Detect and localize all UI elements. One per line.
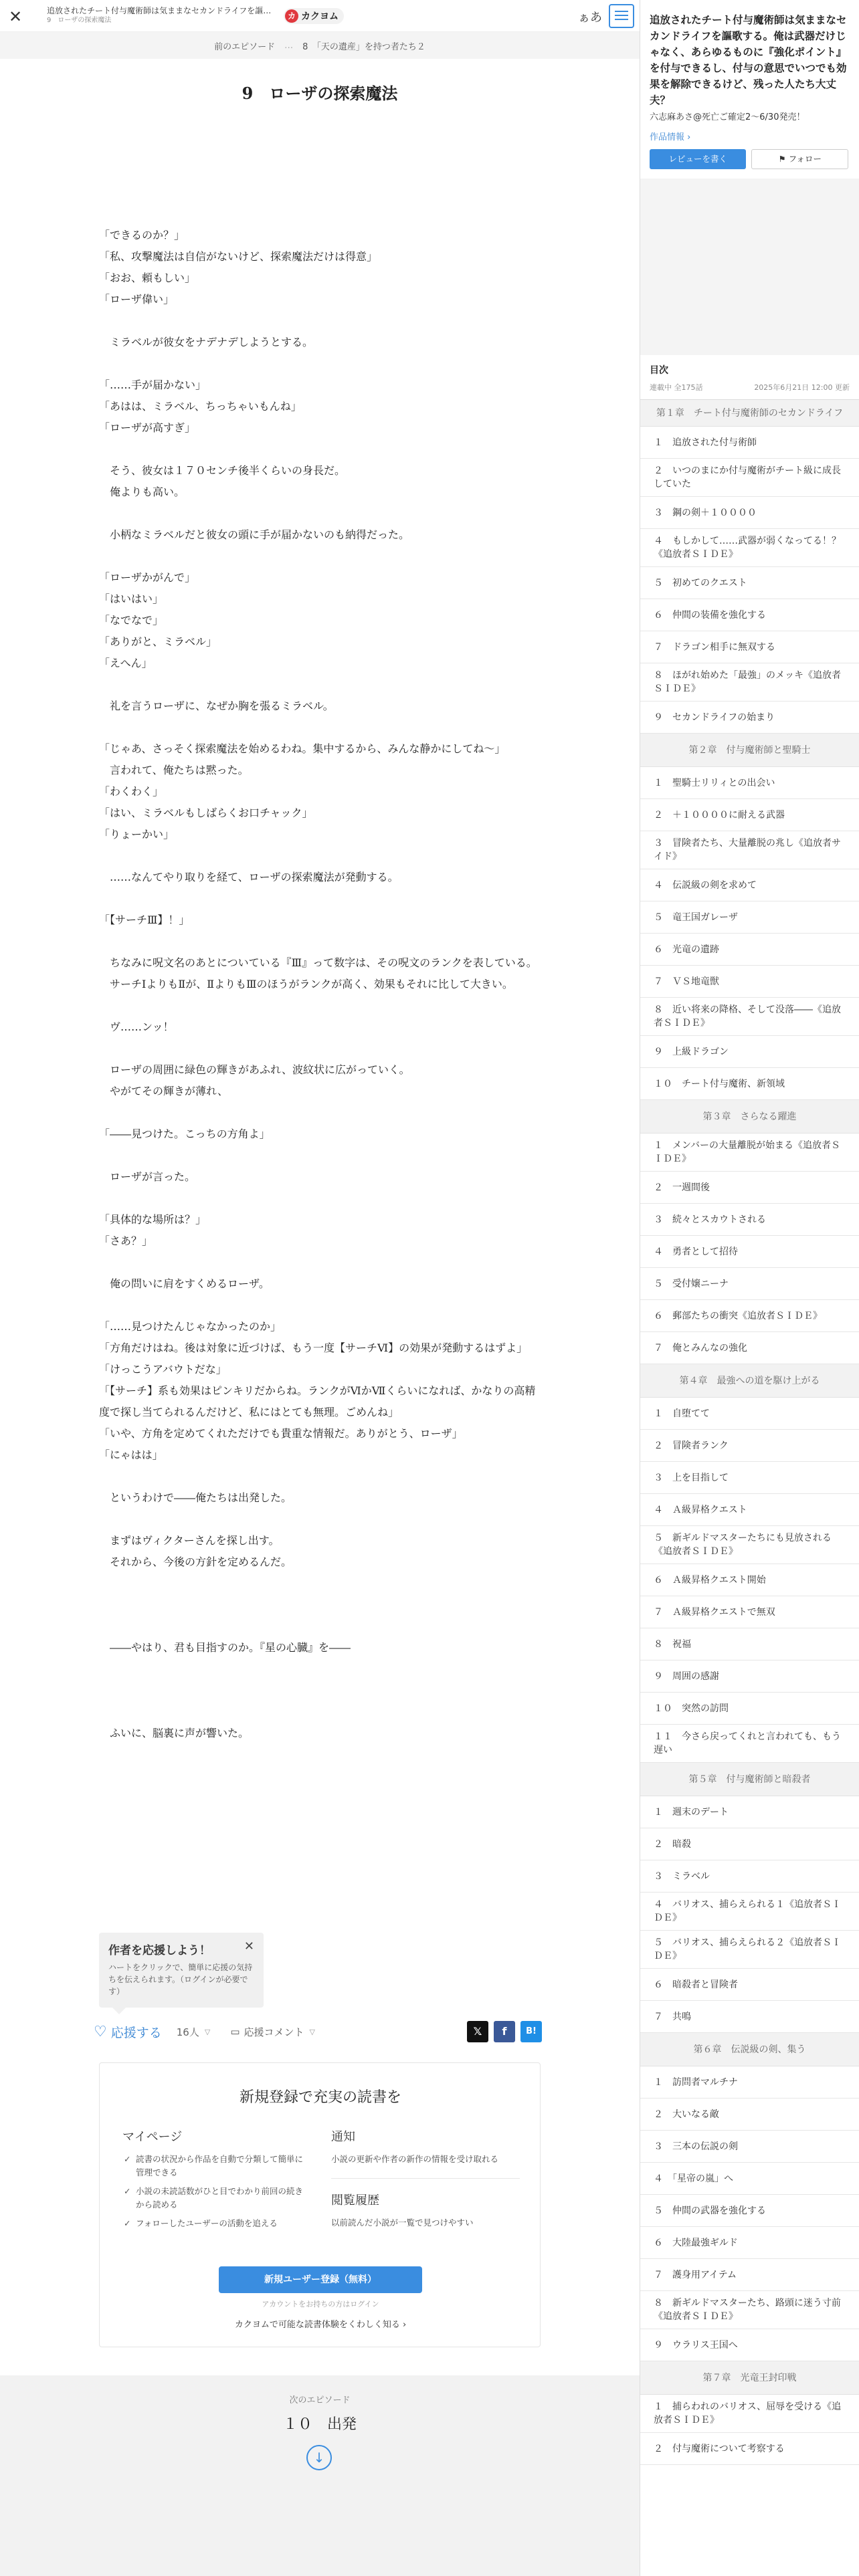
toc-episode-label: ６ 仲間の装備を強化する <box>654 609 766 621</box>
toc-episode-label: ９ 上級ドラゴン <box>654 1046 729 1057</box>
toc-episode-item[interactable] <box>640 497 859 529</box>
toc-episode-item[interactable] <box>640 1068 859 1100</box>
bookmark-icon: ⚑ <box>778 154 789 164</box>
chevron-down-icon: ▽ <box>204 2027 211 2036</box>
body-line: ふいに、脳裏に声が響いた。 <box>99 1727 250 1739</box>
body-line <box>99 888 541 909</box>
toc-episode-item[interactable] <box>640 2395 859 2433</box>
logo-text: カクヨム <box>301 11 339 22</box>
toc-episode-label: ５ 新ギルドマスターたちにも見放される《追放者ＳＩＤＥ》 <box>654 1533 832 1557</box>
toc-episode-label: ２ 大いなる敵 <box>654 2109 719 2120</box>
toc-episode-item[interactable] <box>640 2329 859 2361</box>
toc-episode-label: ６ 郵部たちの衝突《追放者ＳＩＤＥ》 <box>654 1310 822 1321</box>
toc-list <box>640 400 859 2465</box>
body-line: 「私、攻撃魔法は自信がないけど、探索魔法だけは得意」 <box>99 250 378 263</box>
comment-icon: ▭ <box>230 2026 240 2038</box>
body-line: というわけで――俺たちは出発した。 <box>99 1491 292 1504</box>
toc-episode-item[interactable] <box>640 2163 859 2195</box>
toc-episode-label: ８ ほがれ始めた「最強」のメッキ《追放者ＳＩＤＥ》 <box>654 670 841 694</box>
toc-episode-item[interactable] <box>640 1693 859 1725</box>
toc-episode-label: ９ ウラリス王国へ <box>654 2339 738 2351</box>
body-line <box>99 1701 541 1723</box>
toc-episode-label: ２ いつのまにか付与魔術がチート級に成長していた <box>654 465 841 490</box>
nav-separator: … <box>284 40 294 51</box>
sidebar <box>640 0 859 2576</box>
body-line <box>99 1466 541 1487</box>
toc-episode-item[interactable] <box>640 1660 859 1693</box>
toc-episode-label: ８ 近い将来の降格、そして没落――《追放者ＳＩＤＥ》 <box>654 1004 841 1029</box>
body-line: ……なんてやり取りを経て、ローザの探索魔法が発動する。 <box>99 871 399 883</box>
current-chapter-link[interactable]: 8 「天の遺産」を持つ者たち２ <box>302 41 425 52</box>
divider <box>331 2178 520 2179</box>
body-line: ローザの周囲に緑色の輝きがあふれ、波紋状に広がっていく。 <box>99 1063 410 1076</box>
toc-episode-item[interactable] <box>640 2066 859 2099</box>
toc-episode-label: ２ 暗殺 <box>654 1838 691 1850</box>
toc-episode-label: ４ 「星帝の嵐」へ <box>654 2173 733 2184</box>
font-settings-button[interactable]: ぁあ <box>578 11 602 25</box>
share-facebook-icon[interactable]: f <box>494 2021 515 2042</box>
mypage-feature: ✓ フォローしたユーザーの活動を追える <box>122 2217 311 2230</box>
register-title: 新規登録で充実の読書を <box>239 2089 401 2106</box>
mypage-feature: ✓ 読書の状況から作品を自動で分類して簡単に管理できる <box>122 2153 311 2179</box>
body-line <box>99 1509 541 1530</box>
share-buttons <box>467 2021 542 2042</box>
logo-mark-icon: カ <box>285 9 298 23</box>
toc-title: 目次 <box>650 365 668 376</box>
body-line: 「なでなで」 <box>99 614 164 627</box>
body-line: 「あはは、ミラベル、ちっちゃいもんね」 <box>99 400 302 413</box>
body-line: 「できるのか？」 <box>99 229 185 241</box>
body-line <box>99 1658 541 1680</box>
cheer-count: 16人 <box>176 2026 199 2038</box>
close-icon[interactable]: ✕ <box>8 7 23 26</box>
sidebar-buttons <box>650 149 848 169</box>
toc-episode-label: ４ バリオス、捕らえられる１《追放者ＳＩＤＥ》 <box>654 1899 842 1923</box>
heart-icon: ♡ <box>94 2023 107 2040</box>
toc-episode-item[interactable] <box>640 869 859 901</box>
work-info-link[interactable]: 作品情報 › <box>650 132 691 142</box>
toc-episode-item[interactable] <box>640 1300 859 1332</box>
body-line: ――やはり、君も目指すのか。『星の心臓』を―― <box>99 1641 351 1654</box>
body-line: それから、今後の方針を定めるんだ。 <box>99 1555 292 1568</box>
toc-chapter-title: 第３章 さらなる躍進 <box>640 1100 859 1134</box>
toc-episode-label: ３ ミラベル <box>654 1870 710 1882</box>
body-line: サーチⅠよりもⅡが、ⅡよりもⅢのほうがランクが高く、効果もそれに比して大きい。 <box>99 978 513 990</box>
toc-episode-label: ７ ドラゴン相手に無双する <box>654 641 775 653</box>
toc-episode-label: ５ 竜王国ガレーザ <box>654 911 738 923</box>
body-line: 「おお、頼もしい」 <box>99 272 196 284</box>
body-line <box>99 1188 541 1209</box>
toc-episode-label: ６ 大陸最強ギルド <box>654 2237 738 2248</box>
toc-episode-label: ４ 伝説級の剣を求めて <box>654 879 757 891</box>
toc-episode-label: １０ チート付与魔術、新領域 <box>654 1078 785 1089</box>
toc-episode-label: ２ ＋１００００に耐える武器 <box>654 809 785 821</box>
cheer-label: 応援する <box>110 2025 162 2040</box>
chevron-down-icon: ▽ <box>309 2027 315 2036</box>
body-line: ミラベルが彼女をナデナデしようとする。 <box>99 336 314 348</box>
toc-episode-item[interactable] <box>640 1398 859 1430</box>
toc-meta <box>650 382 850 393</box>
tooltip-title: 作者を応援しよう！ <box>108 1944 211 1957</box>
toc-status: 連載中 全175話 <box>650 383 703 392</box>
toc-episode-item[interactable] <box>640 529 859 567</box>
toc-chapter-title: 第２章 付与魔術師と聖騎士 <box>640 734 859 767</box>
toc-episode-item[interactable] <box>640 1931 859 1969</box>
body-line: 俺よりも高い。 <box>99 486 185 498</box>
body-line <box>99 1038 541 1059</box>
toc-episode-item[interactable] <box>640 1860 859 1893</box>
body-line <box>99 995 541 1016</box>
arrow-down-icon[interactable]: ↓ <box>306 2445 332 2470</box>
toc-episode-label: ７ 俺とみんなの強化 <box>654 1342 747 1354</box>
toc-episode-label: ９ 周囲の感謝 <box>654 1671 719 1682</box>
toc-episode-item[interactable] <box>640 427 859 459</box>
register-promo <box>99 2062 541 2347</box>
toc-episode-label: ４ 勇者として招待 <box>654 1246 738 1257</box>
body-line <box>99 439 541 460</box>
next-episode-label: 次のエピソード <box>289 2395 351 2405</box>
toc-episode-item[interactable] <box>640 2433 859 2465</box>
body-line <box>99 1252 541 1273</box>
body-line: 「はいはい」 <box>99 593 164 605</box>
episode-nav <box>0 32 640 59</box>
body-line: 「【サーチ】系も効果はピンキリだからね。ランクがⅥかⅦくらいになれば、かなりの高精度で探し当てられるんだけど、私にはとても無理。ごめんね」 <box>99 1384 536 1418</box>
toc-episode-item[interactable] <box>640 1268 859 1300</box>
toc-header <box>640 355 859 400</box>
header-work-title[interactable]: 追放されたチート付与魔術師は気ままなセカンドライフを謳… <box>47 6 272 15</box>
toc-episode-label: ７ Ａ級昇格クエストで無双 <box>654 1606 775 1618</box>
body-line <box>99 503 541 524</box>
toc-episode-item[interactable] <box>640 998 859 1036</box>
toc-episode-item[interactable] <box>640 1969 859 2001</box>
body-line <box>99 182 541 203</box>
toc-episode-label: ７ 共鳴 <box>654 2011 691 2022</box>
toc-episode-item[interactable] <box>640 1332 859 1364</box>
toc-episode-item[interactable] <box>640 1204 859 1236</box>
tooltip-body: ハートをクリックで、簡単に応援の気持ちを伝えられます。（ログインが必要です） <box>108 1963 253 1996</box>
toc-episode-label: ６ 暗殺者と冒険者 <box>654 1979 738 1990</box>
notify-desc: 小説の更新や作者の新作の情報を受け取れる <box>331 2154 499 2164</box>
body-line: 「いや、方角を定めてくれただけでも貴重な情報だ。ありがとう、ローザ」 <box>99 1427 463 1440</box>
next-episode-area <box>0 2375 640 2576</box>
history-desc: 以前読んだ小説が一覧で見つけやすい <box>331 2218 474 2228</box>
toc-episode-label: ６ Ａ級昇格クエスト開始 <box>654 1574 766 1586</box>
toc-episode-item[interactable] <box>640 2259 859 2291</box>
body-line <box>99 674 541 695</box>
share-hatena-icon[interactable]: B! <box>520 2021 542 2042</box>
cheer-button[interactable] <box>94 2023 162 2041</box>
toc-episode-item[interactable] <box>640 2227 859 2259</box>
toc-episode-label: １０ 突然の訪問 <box>654 1703 729 1714</box>
toc-episode-item[interactable] <box>640 799 859 831</box>
toc-episode-item[interactable] <box>640 1236 859 1268</box>
mypage-feature: ✓ 小説の未読話数がひと目でわかり前回の続きから読める <box>122 2185 311 2212</box>
body-line: 「じゃあ、さっそく探索魔法を始めるわね。集中するから、みんな静かにしてね～」 <box>99 742 506 755</box>
toc-chapter-title: 第７章 光竜王封印戦 <box>640 2361 859 2395</box>
toc-episode-item[interactable] <box>640 1430 859 1462</box>
body-line <box>99 1145 541 1166</box>
toc-episode-item[interactable] <box>640 1564 859 1596</box>
learn-more-link[interactable]: カクヨムで可能な読書体験をくわしく知る › <box>234 2320 407 2330</box>
toc-episode-label: １ 訪問者マルチナ <box>654 2076 738 2088</box>
toc-episode-label: ７ ＶＳ地竜獣 <box>654 976 719 987</box>
toc-episode-label: ２ 付与魔術について考察する <box>654 2443 785 2454</box>
notify-heading: 通知 <box>331 2130 355 2144</box>
share-x-icon[interactable]: 𝕏 <box>467 2021 488 2042</box>
toc-episode-item[interactable] <box>640 1494 859 1526</box>
prev-episode-link[interactable]: 前のエピソード <box>214 41 276 52</box>
body-line: 「方角だけはね。後は対象に近づけば、もう一度【サーチⅥ】の効果が発動するはずよ」 <box>99 1341 528 1354</box>
toc-chapter-title: 第４章 最強への道を駆け上がる <box>640 1364 859 1398</box>
header-episode-title: 9 ローザの探索魔法 <box>47 17 112 24</box>
body-line: 「ありがと、ミラベル」 <box>99 635 217 648</box>
toc-episode-item[interactable] <box>640 1628 859 1660</box>
work-info-panel <box>640 0 859 179</box>
next-episode-link[interactable]: １０ 出発 <box>282 2416 357 2433</box>
body-line <box>99 717 541 738</box>
body-line <box>99 203 541 225</box>
body-line: 「わくわく」 <box>99 785 164 798</box>
toc-episode-item[interactable] <box>640 1526 859 1564</box>
body-line <box>99 353 541 374</box>
body-line: そう、彼女は１７０センチ後半くらいの身長だ。 <box>99 464 346 477</box>
toc-episode-item[interactable] <box>640 1172 859 1204</box>
body-line: 「はい、ミラベルもしばらくお口チャック」 <box>99 807 313 819</box>
toc-episode-item[interactable] <box>640 1462 859 1494</box>
body-line: 「りょーかい」 <box>99 828 175 841</box>
body-line: 礼を言うローザに、なぜか胸を張るミラベル。 <box>99 700 334 712</box>
toc-episode-label: ７ 護身用アイテム <box>654 2269 737 2280</box>
support-tooltip <box>99 1933 264 2008</box>
episode-title: 9 ローザの探索魔法 <box>242 84 398 103</box>
body-line: 俺の問いに肩をすくめるローザ。 <box>99 1277 270 1290</box>
body-line: 言われて、俺たちは黙った。 <box>99 764 249 776</box>
comment-button[interactable] <box>230 2025 315 2039</box>
body-line: 「ローザ偉い」 <box>99 293 175 306</box>
toc-episode-label: ２ 一週間後 <box>654 1182 710 1193</box>
toc-episode-label: ２ 冒険者ランク <box>654 1440 729 1451</box>
toc-episode-item[interactable] <box>640 567 859 599</box>
body-line: 「――見つけた。こっちの方角よ」 <box>99 1128 270 1140</box>
body-line: まずはヴィクターさんを探し出す。 <box>99 1534 280 1547</box>
toc-episode-label: １ 週末のデート <box>654 1806 729 1818</box>
toc-episode-item[interactable] <box>640 2001 859 2033</box>
write-review-button[interactable]: レビューを書く <box>650 149 746 169</box>
comment-label: 応援コメント <box>244 2026 304 2038</box>
toc-episode-item[interactable] <box>640 599 859 631</box>
follow-label: フォロー <box>788 154 822 164</box>
toc-episode-label: ４ もしかして……武器が弱くなってる！？《追放者ＳＩＤＥ》 <box>654 536 841 560</box>
episode-body <box>99 160 541 1744</box>
toc-episode-item[interactable] <box>640 1725 859 1763</box>
toc-episode-label: １１ 今さら戻ってくれと言われても、もう遅い <box>654 1731 841 1755</box>
toc-episode-label: ３ 鋼の剣＋１００００ <box>654 507 757 518</box>
toc-episode-label: ５ 初めてのクエスト <box>654 577 747 588</box>
sidebar-spacer <box>640 179 859 355</box>
body-line <box>99 931 541 952</box>
body-line: 「具体的な場所は？」 <box>99 1213 207 1226</box>
body-line: 「けっこうアバウトだな」 <box>99 1363 227 1376</box>
toc-chapter-title: 第５章 付与魔術師と暗殺者 <box>640 1763 859 1796</box>
sidebar-author[interactable]: 六志麻あさ@死亡ご確定2〜6/30発売！ <box>650 112 805 122</box>
register-notify-column <box>331 2127 520 2230</box>
body-line <box>99 1295 541 1316</box>
top-header <box>0 0 640 32</box>
body-line: 「【サーチⅢ】！」 <box>99 914 190 926</box>
login-link[interactable]: アカウントをお持ちの方はログイン <box>262 2300 379 2309</box>
body-line <box>99 1616 541 1637</box>
body-line: ローザが言った。 <box>99 1170 196 1183</box>
toc-episode-label: ９ セカンドライフの始まり <box>654 712 775 723</box>
toc-episode-item[interactable] <box>640 966 859 998</box>
toc-episode-label: １ メンバーの大量離脱が始まる《追放者ＳＩＤＥ》 <box>654 1140 841 1164</box>
toc-episode-item[interactable] <box>640 2099 859 2131</box>
body-line: ヴ……ンッ！ <box>99 1021 174 1033</box>
toc-episode-item[interactable] <box>640 2131 859 2163</box>
body-line: 「にゃはは」 <box>99 1448 163 1461</box>
toc-episode-label: １ 聖騎士リリィとの出会い <box>654 777 775 788</box>
body-line <box>99 1573 541 1594</box>
toc-episode-item[interactable] <box>640 631 859 663</box>
register-mypage-column <box>122 2127 311 2236</box>
header-titles[interactable] <box>47 5 274 25</box>
sidebar-work-title[interactable]: 追放されたチート付与魔術師は気ままなセカンドライフを謳歌する。俺は武器だけじゃなく、あらゆるものに『強化ポイント』を付与できるし、付与の意思でいつでも効果を解除できるけど、残った人たち大丈夫？ <box>650 14 847 106</box>
body-line: 「ローザかがんで」 <box>99 571 196 584</box>
toc-episode-label: １ 自堕てて <box>654 1408 710 1419</box>
body-line <box>99 160 541 182</box>
body-line <box>99 546 541 567</box>
toc-episode-item[interactable] <box>640 934 859 966</box>
toc-episode-item[interactable] <box>640 663 859 702</box>
toc-episode-label: ８ 祝福 <box>654 1638 691 1650</box>
toc-episode-item[interactable] <box>640 2291 859 2329</box>
body-line: 「ローザが高すぎ」 <box>99 421 196 434</box>
toc-episode-label: １ 捕らわれのバリオス、屈辱を受ける《追放者ＳＩＤＥ》 <box>654 2401 842 2426</box>
toc-episode-item[interactable] <box>640 1596 859 1628</box>
tooltip-close-icon[interactable]: ✕ <box>244 1939 254 1953</box>
body-line: 「さあ？」 <box>99 1235 153 1247</box>
body-line <box>99 310 541 332</box>
body-line <box>99 1680 541 1701</box>
toc-episode-item[interactable] <box>640 1893 859 1931</box>
body-line: ちなみに呪文名のあとについている『Ⅲ』って数字は、その呪文のランクを表している。 <box>99 956 537 969</box>
mypage-heading: マイページ <box>122 2130 183 2144</box>
body-line: 「えへん」 <box>99 657 153 669</box>
toc-episode-label: ４ Ａ級昇格クエスト <box>654 1504 747 1515</box>
toc-episode-label: ８ 新ギルドマスターたち、路頭に迷う寸前《追放者ＳＩＤＥ》 <box>654 2298 841 2322</box>
toc-episode-item[interactable] <box>640 1134 859 1172</box>
register-button[interactable]: 新規ユーザー登録（無料） <box>219 2266 422 2293</box>
toc-episode-item[interactable] <box>640 702 859 734</box>
cheer-count-button[interactable] <box>177 2025 211 2039</box>
body-line: やがてその輝きが薄れ、 <box>99 1085 228 1097</box>
toc-episode-item[interactable] <box>640 459 859 497</box>
toc-episode-item[interactable] <box>640 1796 859 1828</box>
toc-chapter-title: 第１章 チート付与魔術師のセカンドライフ <box>640 400 859 427</box>
history-heading: 閲覧履歴 <box>331 2193 379 2208</box>
toc-episode-label: ３ 上を目指して <box>654 1472 729 1483</box>
toc-episode-label: １ 追放された付与術師 <box>654 437 757 448</box>
toc-episode-item[interactable] <box>640 2195 859 2227</box>
body-line <box>99 1594 541 1616</box>
body-line <box>99 1102 541 1123</box>
body-line: 「……手が届かない」 <box>99 379 207 391</box>
toc-episode-label: ３ 続々とスカウトされる <box>654 1214 766 1225</box>
toc-episode-label: ５ 受付嬢ニーナ <box>654 1278 729 1289</box>
toc-episode-label: ５ 仲間の武器を強化する <box>654 2205 766 2216</box>
toc-episode-item[interactable] <box>640 1828 859 1860</box>
toc-updated: 2025年6月21日 12:00 更新 <box>754 383 850 392</box>
body-line: 小柄なミラベルだと彼女の頭に手が届かないのも納得だった。 <box>99 528 410 541</box>
toc-episode-label: ３ 冒険者たち、大量離脱の兆し《追放者サイド》 <box>654 838 841 862</box>
body-line <box>99 845 541 867</box>
menu-icon[interactable] <box>609 4 634 28</box>
follow-button[interactable] <box>751 149 848 169</box>
toc-episode-item[interactable] <box>640 767 859 799</box>
toc-episode-label: ３ 三本の伝説の剣 <box>654 2141 738 2152</box>
body-line: 「……見つけたんじゃなかったのか」 <box>99 1320 282 1333</box>
kakuyomu-logo[interactable] <box>284 8 344 24</box>
toc-episode-item[interactable] <box>640 831 859 869</box>
toc-episode-item[interactable] <box>640 901 859 934</box>
toc-episode-item[interactable] <box>640 1036 859 1068</box>
toc-episode-label: ５ バリオス、捕らえられる２《追放者ＳＩＤＥ》 <box>654 1937 842 1961</box>
toc-chapter-title: 第６章 伝説級の剣、集う <box>640 2033 859 2066</box>
action-bar <box>94 2017 542 2046</box>
toc-episode-label: ６ 光竜の遺跡 <box>654 944 719 955</box>
